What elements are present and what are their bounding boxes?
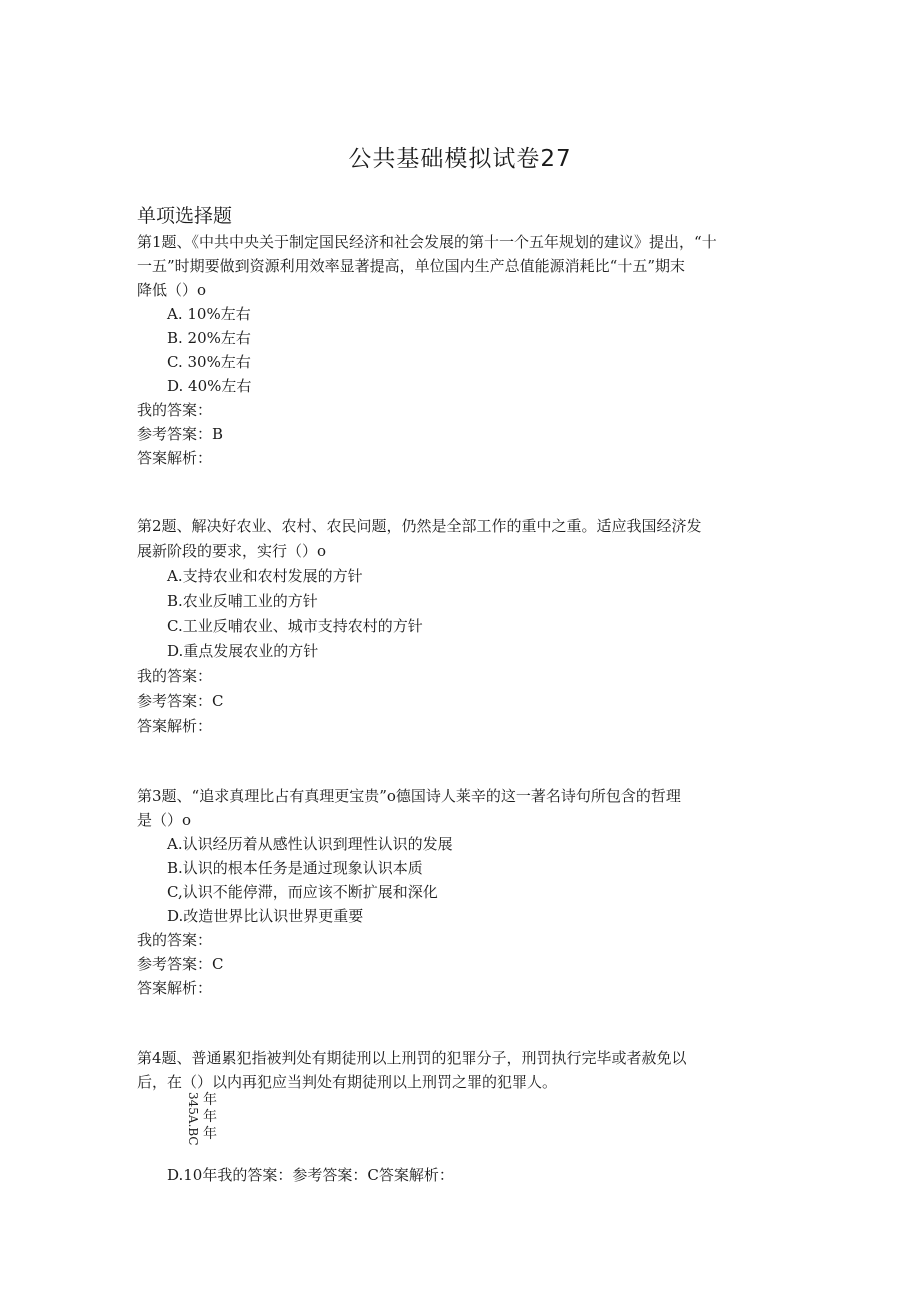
- q4-year-3: 年: [203, 1126, 217, 1142]
- q3-stem-line-2: 是（）o: [137, 811, 192, 829]
- q3-my-answer: 我的答案：: [137, 931, 213, 949]
- q1-stem-line-1: 第1题、《中共中央关于制定国民经济和社会发展的第十一个五年规划的建议》提出，“十: [137, 233, 717, 251]
- q3-option-b: B.认识的根本任务是通过现象认识本质: [167, 859, 423, 877]
- q4-year-2: 年: [203, 1109, 217, 1125]
- q1-option-a: A. 10%左右: [167, 305, 251, 323]
- q2-option-a: A.支持农业和农村发展的方针: [167, 567, 363, 585]
- q4-stem-line-2: 后，在（）以内再犯应当判处有期徒刑以上刑罚之罪的犯罪人。: [137, 1073, 558, 1091]
- q1-option-d: D. 40%左右: [167, 377, 252, 395]
- q1-analysis: 答案解析：: [137, 449, 213, 467]
- q3-analysis: 答案解析：: [137, 979, 213, 997]
- q3-option-a: A.认识经历着从感性认识到理性认识的发展: [167, 835, 453, 853]
- document-title: 公共基础模拟试卷27: [348, 146, 572, 172]
- q4-year-1: 年: [203, 1092, 217, 1108]
- q2-analysis: 答案解析：: [137, 717, 213, 735]
- q3-reference-answer: 参考答案：C: [137, 955, 224, 973]
- q1-reference-answer: 参考答案：B: [137, 425, 224, 443]
- q2-option-b: B.农业反哺工业的方针: [167, 592, 318, 610]
- q4-garbled-options: [186, 1092, 226, 1152]
- q2-option-c: C.工业反哺农业、城市支持农村的方针: [167, 617, 423, 635]
- q4-vertical-code: 345A.BC: [186, 1092, 200, 1146]
- q1-stem-line-2: 一五”时期要做到资源利用效率显著提高，单位国内生产总值能源消耗比“十五”期末: [137, 257, 686, 275]
- q4-stem-line-1: 第4题、普通累犯指被判处有期徒刑以上刑罚的犯罪分子，刑罚执行完毕或者赦免以: [137, 1049, 687, 1067]
- q2-my-answer: 我的答案：: [137, 667, 213, 685]
- q1-my-answer: 我的答案：: [137, 401, 213, 419]
- q3-option-d: D.改造世界比认识世界更重要: [167, 907, 364, 925]
- q2-stem-line-2: 展新阶段的要求，实行（）o: [137, 542, 327, 560]
- q1-stem-line-3: 降低（）o: [137, 281, 207, 299]
- q4-vertical-years: [203, 1092, 217, 1143]
- section-heading: 单项选择题: [137, 205, 233, 227]
- q1-option-b: B. 20%左右: [167, 329, 251, 347]
- q2-option-d: D.重点发展农业的方针: [167, 642, 319, 660]
- q3-stem-line-1: 第3题、“追求真理比占有真理更宝贵”o德国诗人莱辛的这一著名诗句所包含的哲理: [137, 787, 681, 805]
- q2-stem-line-1: 第2题、解决好农业、农村、农民问题，仍然是全部工作的重中之重。适应我国经济发: [137, 517, 702, 535]
- q4-last-line: D.10年我的答案：参考答案：C答案解析：: [167, 1166, 454, 1184]
- q1-option-c: C. 30%左右: [167, 353, 251, 371]
- q2-reference-answer: 参考答案：C: [137, 692, 224, 710]
- q3-option-c: C,认识不能停滞，而应该不断扩展和深化: [167, 883, 438, 901]
